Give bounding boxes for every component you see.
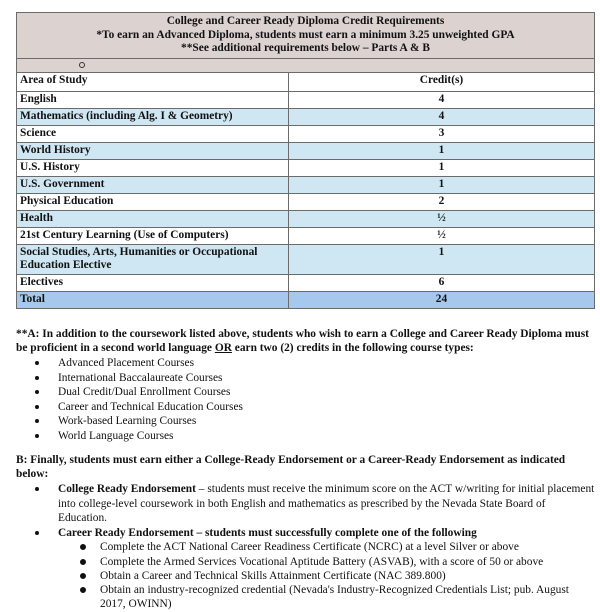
credit-cell: 2: [289, 193, 595, 210]
list-item: World Language Courses: [16, 429, 596, 444]
part-a-intro: [16, 328, 596, 355]
part-a-or: OR: [214, 341, 232, 354]
gpa-note: *To earn an Advanced Diploma, students must earn a minimum 3.25 unweighted GPA: [96, 28, 515, 41]
part-b-section: [16, 454, 596, 611]
list-item: Obtain a Career and Technical Skills Attainment Certificate (NAC 389.800): [16, 569, 596, 583]
list-item: Complete the Armed Services Vocational Aptitude Battery (ASVAB), with a score of 50 or above: [16, 555, 596, 569]
total-row: [17, 291, 595, 308]
area-column-header: Area of Study: [17, 72, 289, 91]
area-cell: U.S. Government: [17, 176, 289, 193]
table-row: [17, 91, 595, 108]
credit-cell: 6: [289, 274, 595, 291]
area-cell: 21st Century Learning (Use of Computers): [17, 227, 289, 244]
table-row: [17, 244, 595, 274]
part-b-intro: B: Finally, students must earn either a College-Ready Endorsement or a Career-Ready Endorsement as indicated below:: [16, 454, 566, 480]
table-row: [17, 274, 595, 291]
parts-note: **See additional requirements below – Parts A & B: [181, 42, 430, 54]
table-title: College and Career Ready Diploma Credit Requirements: [166, 15, 445, 27]
credit-cell: ½: [289, 210, 595, 227]
table-row: [17, 108, 595, 125]
part-a-intro-tail: earn two (2) credits in the following course types:: [231, 341, 474, 354]
area-cell: Physical Education: [17, 193, 289, 210]
table-header: [17, 13, 595, 59]
area-cell: Electives: [17, 274, 289, 291]
area-cell: English: [17, 91, 289, 108]
college-endorsement-label: College Ready Endorsement: [58, 483, 196, 495]
table-row: [17, 125, 595, 142]
credit-cell: 1: [289, 176, 595, 193]
list-item: Dual Credit/Dual Enrollment Courses: [16, 385, 596, 400]
college-endorsement-text: – students must receive the minimum score on the ACT w/writing for initial placement into college-level coursework in both English and mathematics as prescribed by the Nevada State Board of Education.: [58, 483, 595, 525]
list-item: Advanced Placement Courses: [16, 356, 596, 371]
table-row: [17, 142, 595, 159]
area-cell: Social Studies, Arts, Humanities or Occupational Education Elective: [17, 244, 289, 274]
credit-cell: 3: [289, 125, 595, 142]
credit-cell: 4: [289, 91, 595, 108]
credit-cell: ½: [289, 227, 595, 244]
list-item: Obtain an industry-recognized credential (Nevada's Industry-Recognized Credentials List; pub. August 2017, OWINN): [16, 583, 596, 611]
area-cell: Science: [17, 125, 289, 142]
college-endorsement-item: [16, 482, 596, 526]
course-type-list: [16, 356, 596, 444]
credit-cell: 1: [289, 142, 595, 159]
list-item: Complete the ACT National Career Readiness Certificate (NCRC) at a level Silver or above: [16, 540, 596, 554]
career-endorsement-item: [16, 526, 596, 612]
credit-cell: 1: [289, 159, 595, 176]
list-item: International Baccalaureate Courses: [16, 371, 596, 386]
part-a-section: [16, 328, 596, 444]
credit-cell: 4: [289, 108, 595, 125]
table-row: [17, 159, 595, 176]
table-row: [17, 227, 595, 244]
total-label: Total: [17, 291, 289, 308]
table-row: [17, 193, 595, 210]
career-option-list: [16, 540, 596, 611]
table-row: [17, 176, 595, 193]
career-endorsement-label: Career Ready Endorsement – students must successfully complete one of the following: [58, 526, 477, 539]
decorative-spacer-row: [17, 58, 595, 72]
list-item: Career and Technical Education Courses: [16, 400, 596, 415]
list-item: Work-based Learning Courses: [16, 414, 596, 429]
table-row: [17, 210, 595, 227]
total-value: 24: [289, 291, 595, 308]
credits-column-header: Credit(s): [289, 72, 595, 91]
area-cell: World History: [17, 142, 289, 159]
endorsement-list: [16, 482, 596, 611]
area-cell: U.S. History: [17, 159, 289, 176]
area-cell: Mathematics (including Alg. I & Geometry): [17, 108, 289, 125]
area-cell: Health: [17, 210, 289, 227]
part-a-intro-text: **A: In addition to the coursework listed above, students who wish to earn a College and Career Ready Diploma must be proficient in a second world language: [16, 328, 589, 354]
circle-icon: [79, 62, 85, 68]
credit-requirements-table: [16, 12, 595, 309]
credit-cell: 1: [289, 244, 595, 274]
